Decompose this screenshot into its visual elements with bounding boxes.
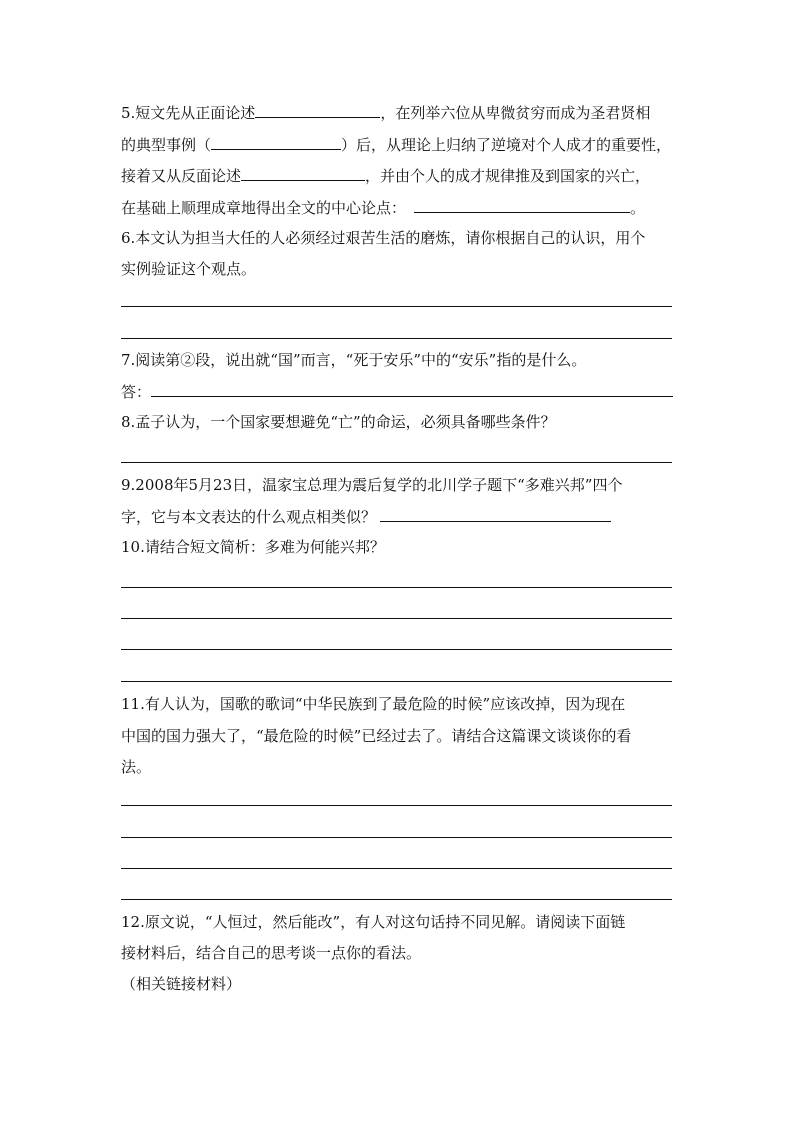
q9-line-1: 9.2008年5月23日，温家宝总理为震后复学的北川学子题下“多难兴邦”四个 [121, 476, 623, 494]
q11-line-3: 法。 [121, 758, 152, 776]
q11-answer-line-4[interactable] [121, 899, 672, 900]
q5-line-1 [121, 102, 650, 123]
q5-line-4 [121, 197, 645, 218]
q7-answer-row [121, 381, 673, 402]
q5-text-3: 的典型事例（ [121, 136, 212, 154]
q11-line-1: 11.有人认为，国歌的歌词“中华民族到了最危险的时候”应该改掉，因为现在 [121, 695, 626, 713]
q8-answer-line[interactable] [121, 462, 672, 463]
q8-line-1: 8.孟子认为，一个国家要想避免“亡”的命运，必须具备哪些条件？ [121, 413, 556, 431]
q6-answer-line-2[interactable] [121, 338, 672, 339]
q7-answer-blank[interactable] [151, 381, 673, 397]
q7-line-1: 7.阅读第②段，说出就“国”而言，“死于安乐”中的“安乐”指的是什么。 [121, 351, 587, 369]
q12-line-3: （相关链接材料） [121, 975, 242, 993]
q9-line-2 [121, 506, 611, 527]
q5-line-2 [121, 134, 671, 155]
q10-answer-line-4[interactable] [121, 681, 672, 682]
q10-answer-line-1[interactable] [121, 587, 672, 588]
q5-text-1: 5.短文先从正面论述 [121, 104, 256, 122]
q5-blank-2[interactable] [211, 134, 341, 150]
q5-blank-4[interactable] [414, 197, 630, 213]
q5-text-2: ，在列举六位从卑微贫穷而成为圣君贤相 [380, 104, 651, 122]
q6-answer-line-1[interactable] [121, 306, 672, 307]
q10-answer-line-3[interactable] [121, 649, 672, 650]
q7-answer-label: 答： [121, 383, 152, 401]
q5-text-4: ）后，从理论上归纳了逆境对个人成才的重要性， [341, 136, 672, 154]
q5-blank-3[interactable] [241, 165, 365, 181]
q5-text-6: ，并由个人的成才规律推及到国家的兴亡， [365, 167, 651, 185]
q11-answer-line-2[interactable] [121, 837, 672, 838]
q6-line-1: 6.本文认为担当大任的人必须经过艰苦生活的磨炼，请你根据自己的认识，用个 [121, 229, 646, 247]
q5-line-3 [121, 165, 650, 186]
q10-answer-line-2[interactable] [121, 618, 672, 619]
q9-text-2: 字，它与本文表达的什么观点相类似？ [121, 508, 377, 526]
q12-line-2: 接材料后，结合自己的思考谈一点你的看法。 [121, 944, 422, 962]
q11-answer-line-3[interactable] [121, 868, 672, 869]
q5-text-5: 接着又从反面论述 [121, 167, 242, 185]
q5-blank-1[interactable] [255, 102, 380, 118]
q5-text-7: 在基础上顺理成章地得出全文的中心论点： [121, 199, 407, 217]
q10-line-1: 10.请结合短文简析：多难为何能兴邦？ [121, 538, 385, 556]
q9-answer-blank[interactable] [380, 506, 611, 522]
q12-line-1: 12.原文说，“人恒过，然后能改”，有人对这句话持不同见解。请阅读下面链 [121, 913, 626, 931]
q11-line-2: 中国的国力强大了，“最危险的时候”已经过去了。请结合这篇课文谈谈你的看 [121, 727, 632, 745]
q5-text-8: 。 [630, 199, 646, 217]
q11-answer-line-1[interactable] [121, 805, 672, 806]
q6-line-2: 实例验证这个观点。 [121, 260, 257, 278]
